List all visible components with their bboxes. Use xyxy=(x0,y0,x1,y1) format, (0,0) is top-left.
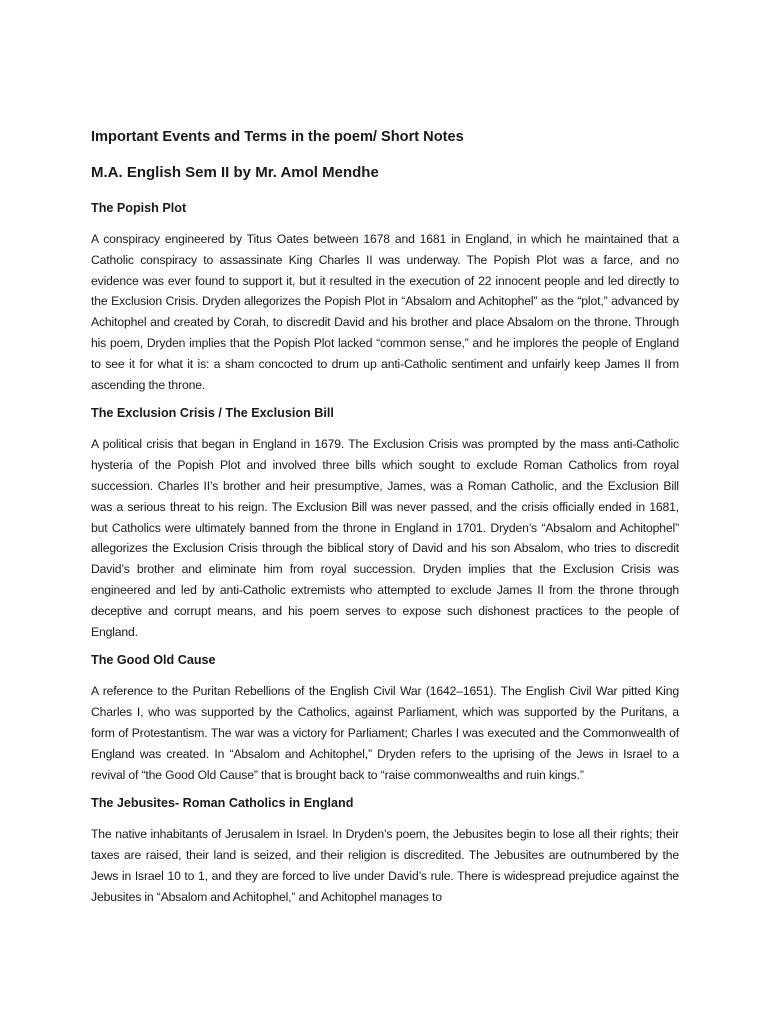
section-body: A reference to the Puritan Rebellions of the English Civil War (1642–1651). The English Civil War pitted King Charles I, who was supported by the Catholics, against Parliament, which was supported by the Puritans, a form of Protestantism. The war was a victory for Parliament; Charles I was executed and the Commonwealth of England was created. In “Absalom and Achitophel,” Dryden refers to the uprising of the Jews in Israel to a revival of “the Good Old Cause” that is brought back to “raise commonwealths and ruin kings.” xyxy=(91,684,679,782)
section-heading: The Jebusites- Roman Catholics in England xyxy=(91,796,354,811)
section-exclusion-crisis xyxy=(91,404,679,642)
document-page xyxy=(91,127,679,917)
section-good-old-cause xyxy=(91,651,679,785)
section-body: A conspiracy engineered by Titus Oates between 1678 and 1681 in England, in which he maintained that a Catholic conspiracy to assassinate King Charles II was underway. The Popish Plot was a farce, and no evidence was ever found to support it, but it resulted in the execution of 22 innocent people and led directly to the Exclusion Crisis. Dryden allegorizes the Popish Plot in “Absalom and Achitophel” as the “plot,” advanced by Achitophel and created by Corah, to discredit David and his brother and place Absalom on the throne. Through his poem, Dryden implies that the Popish Plot lacked “common sense,” and he implores the people of England to see it for what it is: a sham concocted to drum up anti-Catholic sentiment and unfairly keep James II from ascending the throne. xyxy=(91,232,679,392)
section-heading: The Good Old Cause xyxy=(91,653,216,668)
section-jebusites xyxy=(91,794,679,907)
section-heading: The Exclusion Crisis / The Exclusion Bill xyxy=(91,406,334,421)
section-heading: The Popish Plot xyxy=(91,201,187,215)
section-body: The native inhabitants of Jerusalem in Israel. In Dryden’s poem, the Jebusites begin to lose all their rights; their taxes are raised, their land is seized, and their religion is discredited. The Jebusites are outnumbered by the Jews in Israel 10 to 1, and they are forced to live under David’s rule. There is widespread prejudice against the Jebusites in “Absalom and Achitophel,” and Achitophel manages to xyxy=(91,827,679,904)
section-popish-plot xyxy=(91,199,679,395)
document-subtitle: M.A. English Sem II by Mr. Amol Mendhe xyxy=(91,164,379,181)
section-body: A political crisis that began in England in 1679. The Exclusion Crisis was prompted by the mass anti-Catholic hysteria of the Popish Plot and involved three bills which sought to exclude Roman Catholics from royal succession. Charles II’s brother and heir presumptive, James, was a Roman Catholic, and the Exclusion Bill was a serious threat to his reign. The Exclusion Bill was never passed, and the crisis officially ended in 1681, but Catholics were ultimately banned from the throne in England in 1701. Dryden’s “Absalom and Achitophel” allegorizes the Exclusion Crisis through the biblical story of David and his son Absalom, who tries to discredit David’s brother and eliminate him from royal succession. Dryden implies that the Exclusion Crisis was engineered and led by anti-Catholic extremists who attempted to exclude James II from the throne through deceptive and corrupt means, and his poem serves to expose such dishonest practices to the people of England. xyxy=(91,437,679,639)
document-title: Important Events and Terms in the poem/ Short Notes xyxy=(91,129,464,145)
